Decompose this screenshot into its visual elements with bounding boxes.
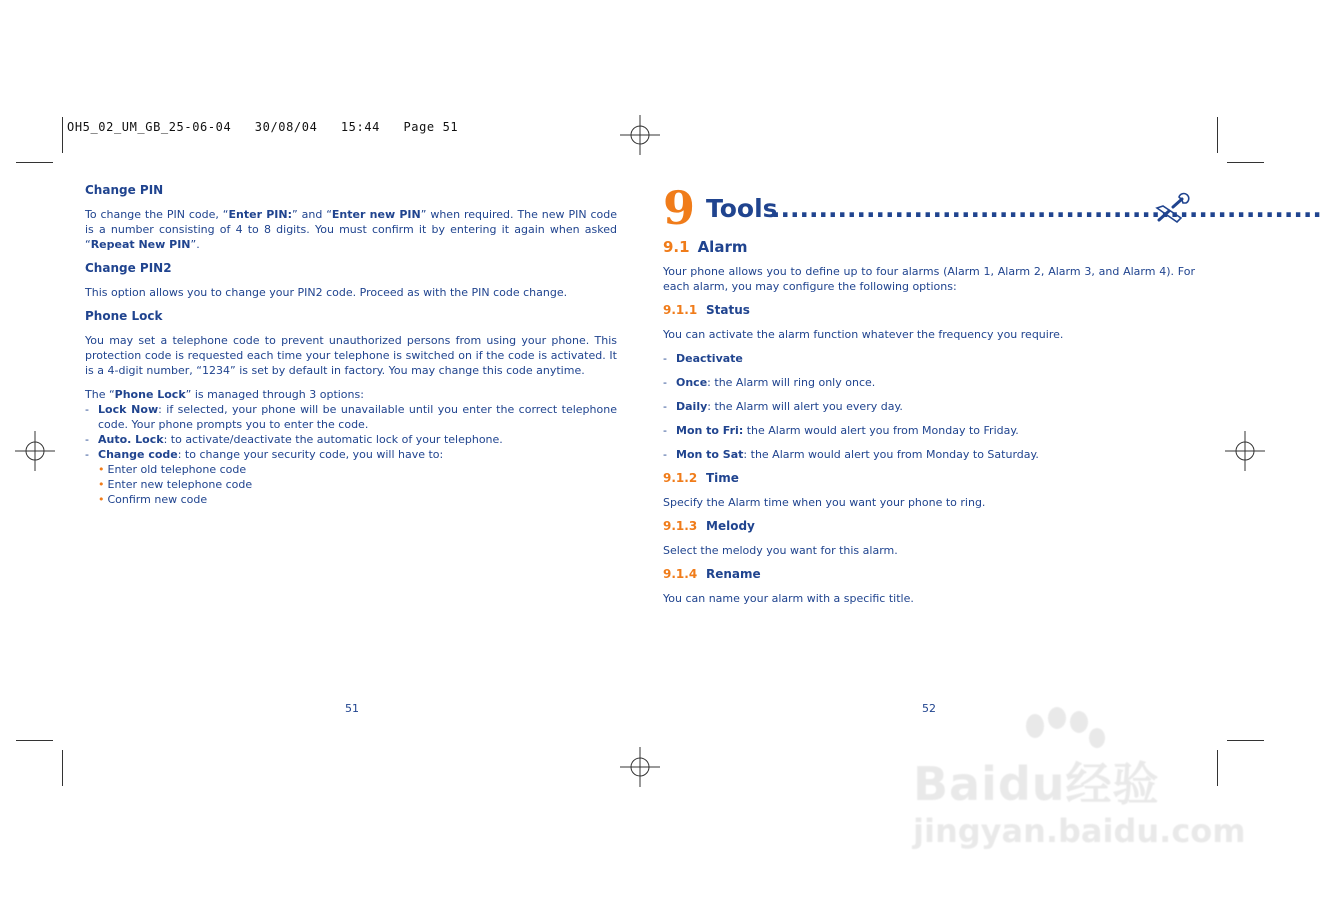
phone-lock-intro: The “Phone Lock” is managed through 3 options:: [85, 388, 364, 401]
left-page-content: [85, 183, 617, 507]
watermark: [905, 708, 1246, 858]
chapter-title: Tools: [706, 194, 778, 223]
chapter-leader-dots: ..........................................................: [771, 194, 1322, 223]
crosshair-icon: [15, 431, 55, 471]
watermark-brand: Baidu经验: [913, 757, 1160, 811]
crop-mark: [1217, 117, 1218, 153]
list-item: - Deactivate: [663, 352, 743, 365]
section-heading: 9.1 Alarm: [663, 238, 748, 256]
list-item: - Mon to Fri: the Alarm would alert you from Monday to Friday.: [663, 424, 1019, 437]
phone-lock-text: You may set a telephone code to prevent unauthorized persons from using your phone. This protection code is requested each time your telephone is switched on if the code is activated. It is a 4-digit number, “1234” is set by default in factory. You may change this code anytime.: [85, 334, 617, 377]
change-pin-text: To change the PIN code, “Enter PIN:” and “Enter new PIN” when required. The new PIN code is a number consisting of 4 to 8 digits. You must confirm it by entering it again when asked “Repeat New PIN”.: [85, 208, 617, 251]
chapter-heading: [663, 181, 1322, 238]
melody-text: Select the melody you want for this alarm.: [663, 544, 898, 557]
list-item: • Enter new telephone code: [98, 478, 253, 491]
page-number: 51: [345, 702, 359, 715]
list-item: - Auto. Lock: to activate/deactivate the automatic lock of your telephone.: [85, 433, 503, 446]
crosshair-icon: [1225, 431, 1265, 471]
crop-mark: [1227, 162, 1264, 163]
time-text: Specify the Alarm time when you want your phone to ring.: [663, 496, 986, 509]
right-page-content: [663, 181, 1322, 615]
status-heading: 9.1.1 Status: [663, 303, 750, 317]
list-item: • Confirm new code: [98, 493, 208, 506]
rename-text: You can name your alarm with a specific title.: [663, 592, 914, 605]
crop-mark: [62, 750, 63, 786]
page-number: 52: [922, 702, 936, 715]
list-item: - Once: the Alarm will ring only once.: [663, 376, 876, 389]
print-slug: OH5_02_UM_GB_25-06-04 30/08/04 15:44 Page 51: [67, 120, 459, 134]
list-item: - Daily: the Alarm will alert you every day.: [663, 400, 903, 413]
phone-lock-heading: Phone Lock: [85, 309, 163, 323]
rename-heading: 9.1.4 Rename: [663, 567, 761, 581]
chapter-number: 9: [663, 181, 696, 235]
alarm-intro: Your phone allows you to define up to four alarms (Alarm 1, Alarm 2, Alarm 3, and Alarm 4). For each alarm, you may configure the following options:: [663, 265, 1195, 293]
list-item: • Enter old telephone code: [98, 463, 247, 476]
melody-heading: 9.1.3 Melody: [663, 519, 755, 533]
tools-icon: [1155, 194, 1189, 228]
crop-mark: [16, 740, 53, 741]
list-item: - Change code: to change your security code, you will have to:: [85, 448, 444, 461]
change-pin2-heading: Change PIN2: [85, 261, 172, 275]
time-heading: 9.1.2 Time: [663, 471, 739, 485]
crop-mark: [62, 117, 63, 153]
change-pin2-text: This option allows you to change your PIN2 code. Proceed as with the PIN code change.: [85, 286, 568, 299]
crosshair-icon: [620, 115, 660, 155]
crop-mark: [1227, 740, 1264, 741]
list-item: - Mon to Sat: the Alarm would alert you from Monday to Saturday.: [663, 448, 1039, 461]
crosshair-icon: [620, 747, 660, 787]
crop-mark: [16, 162, 53, 163]
list-item: - Lock Now: if selected, your phone will be unavailable until you enter the correct telephone code. Your phone prompts you to enter the code.: [85, 403, 617, 431]
watermark-url: jingyan.baidu.com: [913, 812, 1246, 850]
crop-mark: [1217, 750, 1218, 786]
change-pin-heading: Change PIN: [85, 183, 164, 197]
status-text: You can activate the alarm function whatever the frequency you require.: [663, 328, 1064, 341]
